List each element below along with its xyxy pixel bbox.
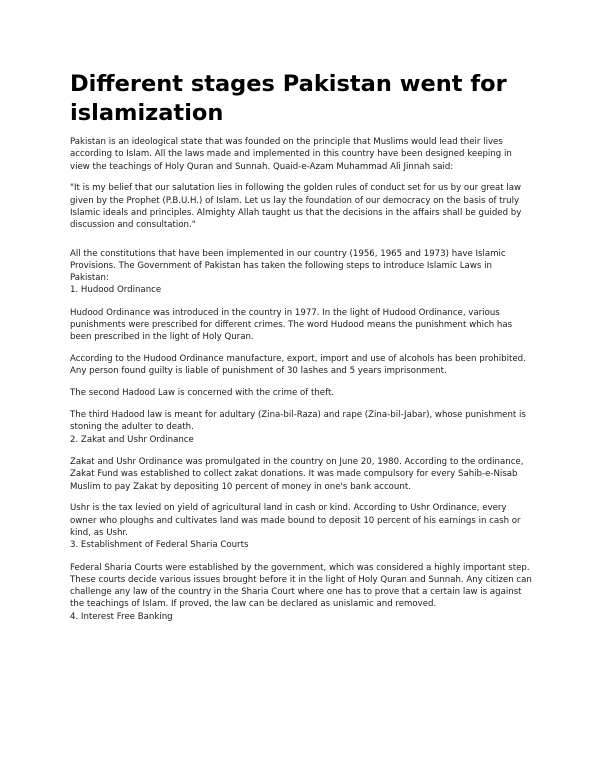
intro-paragraph: Pakistan is an ideological state that was founded on the principle that Muslims would lead their lives according to Islam. All the laws made and implemented in this country have been designed keeping in view the teachings of Holy Quran and Sunnah. Quaid-e-Azam Muhammad Ali Jinnah said:	[70, 137, 512, 172]
constitutions-paragraph	[70, 248, 532, 297]
zakat-paragraph-1: Zakat and Ushr Ordinance was promulgated in the country on June 20, 1980. According to the ordinance, Zakat Fund was established to collect zakat donations. It was made compulsory for every Sahib-e-Nisab Muslim to pay Zakat by depositing 10 percent of money in one's bank account.	[70, 456, 524, 492]
hudood-paragraph-1: Hudood Ordinance was introduced in the country in 1977. In the light of Hudood Ordinance, various punishments were prescribed for different crimes. The word Hudood means the punishment which has been prescribed in the light of Holy Quran.	[70, 307, 513, 343]
section-heading-hudood: 1. Hudood Ordinance	[70, 285, 162, 296]
section-heading-banking: 4. Interest Free Banking	[70, 611, 173, 622]
zakat-paragraph-2-text: Ushr is the tax levied on yield of agricultural land in cash or kind. According to Ushr Ordinance, every owner who ploughs and cultivates land was made bound to deposit 10 percent of his earnings in cash or kind, as Ushr.	[70, 503, 521, 538]
section-heading-zakat: 2. Zakat and Ushr Ordinance	[70, 434, 194, 445]
sharia-paragraph-1	[70, 562, 532, 623]
section-heading-sharia: 3. Establishment of Federal Sharia Courts	[70, 540, 249, 551]
hudood-paragraph-4	[70, 409, 532, 446]
hudood-paragraph-2: According to the Hudood Ordinance manufacture, export, import and use of alcohols has been prohibited. Any person found guilty is liable of punishment of 30 lashes and 5 years imprisonment.	[70, 354, 526, 377]
document-page	[70, 70, 532, 623]
zakat-paragraph-2	[70, 502, 532, 551]
document-title: Different stages Pakistan went for islamization	[70, 71, 507, 126]
constitutions-text: All the constitutions that have been implemented in our country (1956, 1965 and 1973) have Islamic Provisions. The Government of Pakistan has taken the following steps to introduce Islamic Laws in Pakistan:	[70, 248, 506, 284]
hudood-paragraph-4-text: The third Hadood law is meant for adultary (Zina-bil-Raza) and rape (Zina-bil-Jabar), whose punishment is stoning the adulter to death.	[70, 410, 526, 433]
hudood-paragraph-3: The second Hadood Law is concerned with the crime of theft.	[70, 388, 335, 399]
sharia-paragraph-1-text: Federal Sharia Courts were established by the government, which was considered a highly important step. These courts decide various issues brought before it in the light of Holy Quran and Sunnah. Any citizen can challenge any law of the country in the Sharia Court where one has to prove that a certain law is against the teachings of Islam. If proved, the law can be declared as unislamic and removed.	[70, 562, 532, 610]
jinnah-quote: "It is my belief that our salutation lies in following the golden rules of conduct set for us by our great law given by the Prophet (P.B.U.H.) of Islam. Let us lay the foundation of our democracy on the basis of truly Islamic ideals and principles. Almighty Allah taught us that the decisions in the affairs shall be guided by discussion and consultation."	[70, 183, 522, 231]
